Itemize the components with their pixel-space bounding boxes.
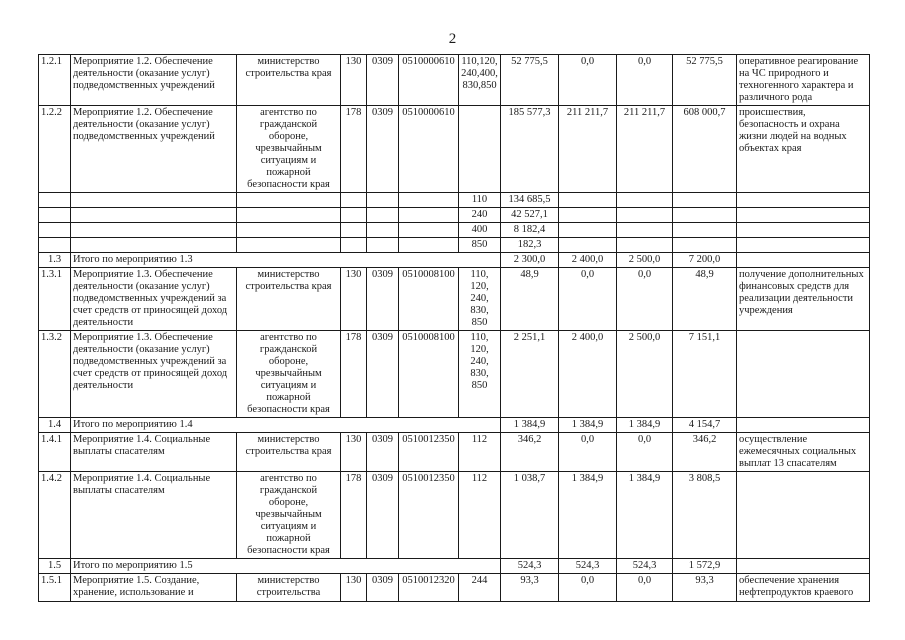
total-amount: 1 572,9 — [673, 559, 737, 574]
expected-result — [737, 472, 870, 559]
expected-result — [737, 331, 870, 418]
row-number: 1.2.2 — [39, 106, 71, 193]
year3-amount: 1 384,9 — [617, 418, 673, 433]
expected-result — [737, 418, 870, 433]
rzpr-code: 0309 — [367, 106, 399, 193]
year1-amount: 134 685,5 — [501, 193, 559, 208]
csr-code: 0510012350 — [399, 472, 459, 559]
year1-amount: 1 384,9 — [501, 418, 559, 433]
vr-code: 400 — [459, 223, 501, 238]
expected-result: обеспечение хранения нефтепродуктов краевого — [737, 574, 870, 602]
total-amount: 3 808,5 — [673, 472, 737, 559]
vr-code: 112 — [459, 472, 501, 559]
row-number: 1.4.2 — [39, 472, 71, 559]
rzpr-code: 0309 — [367, 331, 399, 418]
table-row — [39, 418, 870, 433]
vr-code: 110, 120, 240, 830, 850 — [459, 331, 501, 418]
responsible-body: агентство по гражданской обороне, чрезвычайным ситуациям и пожарной безопасности края — [237, 331, 341, 418]
vr-code: 110, 120, 240, 830, 850 — [459, 268, 501, 331]
budget-table — [38, 54, 870, 602]
year3-amount: 524,3 — [617, 559, 673, 574]
year3-amount: 0,0 — [617, 433, 673, 472]
grbs-code: 178 — [341, 106, 367, 193]
activity-name: Мероприятие 1.3. Обеспечение деятельности (оказание услуг) подведомственных учреждений за счет средств от приносящей доход деятельности — [71, 331, 237, 418]
year3-amount: 2 500,0 — [617, 253, 673, 268]
year2-amount: 1 384,9 — [559, 418, 617, 433]
rzpr-code: 0309 — [367, 574, 399, 602]
vr-code: 112 — [459, 433, 501, 472]
responsible-body: агентство по гражданской обороне, чрезвычайным ситуациям и пожарной безопасности края — [237, 472, 341, 559]
year3-amount: 211 211,7 — [617, 106, 673, 193]
expected-result: получение дополнительных финансовых средств для реализации деятельности учреждения — [737, 268, 870, 331]
year2-amount: 1 384,9 — [559, 472, 617, 559]
vr-code: 110,120, 240,400, 830,850 — [459, 55, 501, 106]
vr-code: 244 — [459, 574, 501, 602]
csr-code: 0510000610 — [399, 106, 459, 193]
vr-code: 110 — [459, 193, 501, 208]
year1-amount: 182,3 — [501, 238, 559, 253]
year2-amount: 524,3 — [559, 559, 617, 574]
row-number: 1.3.1 — [39, 268, 71, 331]
csr-code: 0510012320 — [399, 574, 459, 602]
year2-amount: 0,0 — [559, 574, 617, 602]
csr-code: 0510008100 — [399, 331, 459, 418]
activity-name: Итого по мероприятию 1.5 — [71, 559, 501, 574]
table-row — [39, 574, 870, 602]
row-number: 1.3.2 — [39, 331, 71, 418]
csr-code: 0510012350 — [399, 433, 459, 472]
responsible-body: агентство по гражданской обороне, чрезвычайным ситуациям и пожарной безопасности края — [237, 106, 341, 193]
year1-amount: 52 775,5 — [501, 55, 559, 106]
activity-name: Итого по мероприятию 1.3 — [71, 253, 501, 268]
activity-name: Мероприятие 1.3. Обеспечение деятельности (оказание услуг) подведомственных учреждений за счет средств от приносящей доход деятельности — [71, 268, 237, 331]
total-amount: 48,9 — [673, 268, 737, 331]
year1-amount: 48,9 — [501, 268, 559, 331]
table-row — [39, 208, 870, 223]
grbs-code: 130 — [341, 433, 367, 472]
expected-result — [737, 559, 870, 574]
year1-amount: 524,3 — [501, 559, 559, 574]
year1-amount: 42 527,1 — [501, 208, 559, 223]
table-row — [39, 193, 870, 208]
year1-amount: 8 182,4 — [501, 223, 559, 238]
activity-name: Мероприятие 1.2. Обеспечение деятельности (оказание услуг) подведомственных учреждений — [71, 106, 237, 193]
table-row — [39, 433, 870, 472]
year3-amount: 0,0 — [617, 268, 673, 331]
row-number: 1.4.1 — [39, 433, 71, 472]
table-row — [39, 331, 870, 418]
row-number: 1.5 — [39, 559, 71, 574]
grbs-code: 130 — [341, 268, 367, 331]
table-row — [39, 55, 870, 106]
activity-name: Мероприятие 1.5. Создание, хранение, использование и — [71, 574, 237, 602]
csr-code: 0510000610 — [399, 55, 459, 106]
year2-amount: 0,0 — [559, 433, 617, 472]
total-amount: 93,3 — [673, 574, 737, 602]
vr-code — [459, 106, 501, 193]
grbs-code: 130 — [341, 55, 367, 106]
rzpr-code: 0309 — [367, 55, 399, 106]
table-row — [39, 238, 870, 253]
rzpr-code: 0309 — [367, 433, 399, 472]
year2-amount: 0,0 — [559, 55, 617, 106]
grbs-code: 178 — [341, 331, 367, 418]
year3-amount: 0,0 — [617, 574, 673, 602]
grbs-code: 130 — [341, 574, 367, 602]
table-row — [39, 472, 870, 559]
total-amount: 7 200,0 — [673, 253, 737, 268]
total-amount: 4 154,7 — [673, 418, 737, 433]
csr-code: 0510008100 — [399, 268, 459, 331]
activity-name: Мероприятие 1.2. Обеспечение деятельности (оказание услуг) подведомственных учреждений — [71, 55, 237, 106]
vr-code: 240 — [459, 208, 501, 223]
year1-amount: 2 251,1 — [501, 331, 559, 418]
year1-amount: 346,2 — [501, 433, 559, 472]
year1-amount: 93,3 — [501, 574, 559, 602]
year3-amount: 0,0 — [617, 55, 673, 106]
rzpr-code: 0309 — [367, 268, 399, 331]
year2-amount: 0,0 — [559, 268, 617, 331]
responsible-body: министерство строительства края — [237, 433, 341, 472]
activity-name: Мероприятие 1.4. Социальные выплаты спасателям — [71, 472, 237, 559]
row-number: 1.2.1 — [39, 55, 71, 106]
table-row — [39, 559, 870, 574]
year2-amount: 2 400,0 — [559, 253, 617, 268]
year2-amount: 211 211,7 — [559, 106, 617, 193]
responsible-body: министерство строительства края — [237, 268, 341, 331]
vr-code: 850 — [459, 238, 501, 253]
expected-result: оперативное реагирование на ЧС природного и техногенного характера и различного рода — [737, 55, 870, 106]
year1-amount: 2 300,0 — [501, 253, 559, 268]
activity-name: Итого по мероприятию 1.4 — [71, 418, 501, 433]
expected-result — [737, 253, 870, 268]
total-amount: 346,2 — [673, 433, 737, 472]
expected-result: осуществление ежемесячных социальных выплат 13 спасателям — [737, 433, 870, 472]
total-amount: 7 151,1 — [673, 331, 737, 418]
total-amount: 52 775,5 — [673, 55, 737, 106]
row-number: 1.3 — [39, 253, 71, 268]
responsible-body: министерство строительства — [237, 574, 341, 602]
page-number: 2 — [448, 31, 457, 47]
responsible-body: министерство строительства края — [237, 55, 341, 106]
row-number: 1.5.1 — [39, 574, 71, 602]
table-row — [39, 253, 870, 268]
expected-result: происшествия, безопасность и охрана жизни людей на водных объектах края — [737, 106, 870, 193]
rzpr-code: 0309 — [367, 472, 399, 559]
grbs-code: 178 — [341, 472, 367, 559]
table-row — [39, 106, 870, 193]
table-row — [39, 268, 870, 331]
table-row — [39, 223, 870, 238]
year3-amount: 2 500,0 — [617, 331, 673, 418]
total-amount: 608 000,7 — [673, 106, 737, 193]
year2-amount: 2 400,0 — [559, 331, 617, 418]
year1-amount: 1 038,7 — [501, 472, 559, 559]
year1-amount: 185 577,3 — [501, 106, 559, 193]
row-number: 1.4 — [39, 418, 71, 433]
year3-amount: 1 384,9 — [617, 472, 673, 559]
activity-name: Мероприятие 1.4. Социальные выплаты спасателям — [71, 433, 237, 472]
